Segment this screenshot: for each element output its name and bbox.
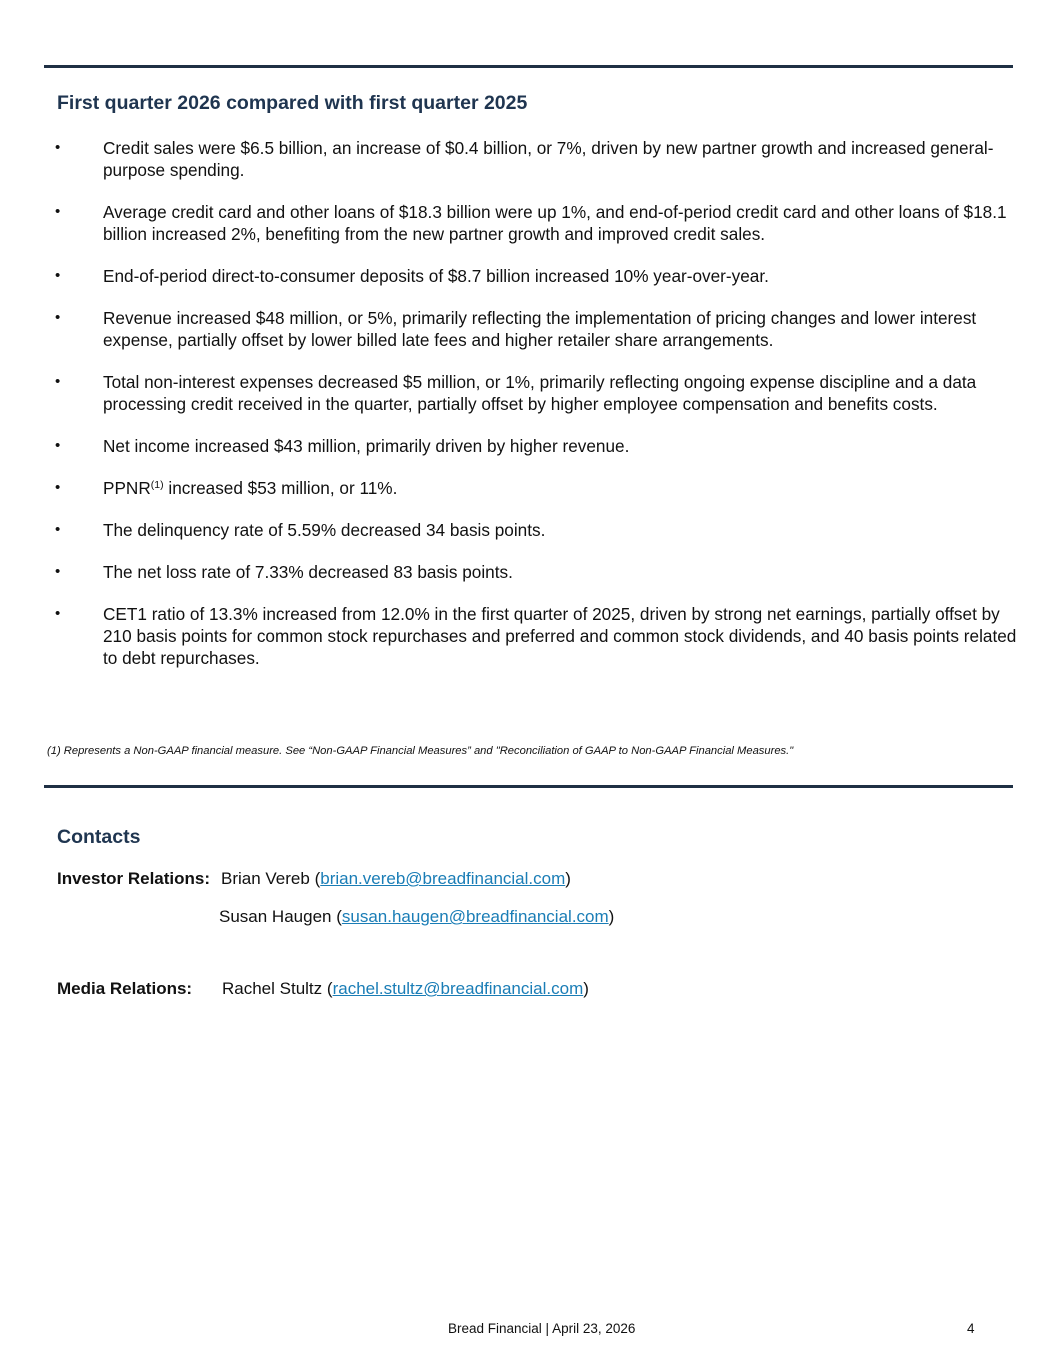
list-item: [0, 265, 1055, 287]
bullet-icon: •: [55, 479, 61, 496]
section-title-first-quarter: First quarter 2026 compared with first quarter 2025: [57, 92, 528, 114]
contact-susan-haugen: [219, 907, 614, 927]
list-item: [0, 371, 1055, 415]
page-footer: Bread Financial | April 23, 2026: [448, 1321, 636, 1336]
highlights-list: [0, 137, 1055, 689]
email-link-susan-haugen[interactable]: susan.haugen@breadfinancial.com: [341, 907, 609, 926]
bullet-text: CET1 ratio of 13.3% increased from 12.0% in the first quarter of 2025, driven by strong net earnings, partially offset by 210 basis points for common stock repurchases and preferred and common stock dividends, and 40 basis points related to debt repurchases.: [103, 604, 1017, 668]
bullet-icon: •: [55, 521, 61, 538]
close-paren: ): [583, 979, 589, 998]
bullet-text: Average credit card and other loans of $18.3 billion were up 1%, and end-of-period credit card and other loans of $18.1 billion increased 2%, benefiting from the new partner growth and improved credit sales.: [103, 202, 1007, 244]
bullet-text: Total non-interest expenses decreased $5 million, or 1%, primarily reflecting ongoing expense discipline and a data processing credit received in the quarter, partially offset by higher employee compensation and benefits costs.: [103, 372, 977, 414]
bullet-text: [103, 477, 1028, 499]
email-link-rachel-stultz[interactable]: rachel.stultz@breadfinancial.com: [332, 979, 584, 998]
contact-brian-vereb: [221, 869, 571, 889]
bullet-icon: •: [55, 203, 61, 220]
contact-name: Brian Vereb: [221, 869, 310, 888]
list-item: [0, 519, 1055, 541]
contacts-title: Contacts: [57, 826, 141, 848]
media-relations-label: Media Relations:: [57, 979, 193, 998]
list-item: [0, 307, 1055, 351]
open-paren: (: [314, 869, 321, 888]
close-paren: ): [608, 907, 615, 926]
bullet-icon: •: [55, 437, 61, 454]
list-item: [0, 201, 1055, 245]
bullet-text: Revenue increased $48 million, or 5%, primarily reflecting the implementation of pricing changes and lower interest expense, partially offset by lower billed late fees and higher retailer share arrangements.: [103, 308, 977, 350]
bullet-icon: •: [55, 139, 61, 156]
list-item: [0, 137, 1055, 181]
page-number: 4: [967, 1321, 975, 1336]
bullet-icon: •: [55, 373, 61, 390]
bullet-text: The net loss rate of 7.33% decreased 83 basis points.: [103, 562, 513, 582]
bullet-text: Net income increased $43 million, primarily driven by higher revenue.: [103, 436, 630, 456]
open-paren: (: [336, 907, 342, 926]
list-item-ppnr: [0, 477, 1055, 499]
list-item: [0, 561, 1055, 583]
list-item: [0, 603, 1055, 669]
investor-relations-label: Investor Relations:: [57, 869, 211, 888]
bullet-icon: •: [55, 605, 61, 622]
top-divider: [44, 65, 1013, 68]
contact-name: Rachel Stultz: [222, 979, 323, 998]
contact-rachel-stultz: [222, 979, 589, 999]
bullet-icon: •: [55, 563, 61, 580]
close-paren: ): [565, 869, 571, 888]
contact-name: Susan Haugen: [219, 907, 332, 926]
open-paren: (: [326, 979, 333, 998]
bullet-text: End-of-period direct-to-consumer deposits of $8.7 billion increased 10% year-over-year.: [103, 266, 769, 286]
footnote-marker: (1): [150, 479, 164, 491]
ppnr-term: PPNR: [103, 478, 151, 498]
footnote: (1) Represents a Non-GAAP financial measure. See “Non-GAAP Financial Measures” and "Reconciliation of GAAP to Non-GAAP Financial Measures.": [47, 745, 794, 757]
ppnr-rest: increased $53 million, or 11%.: [163, 478, 398, 498]
bullet-icon: •: [55, 267, 61, 284]
contacts-divider: [44, 785, 1013, 788]
bullet-text: Credit sales were $6.5 billion, an increase of $0.4 billion, or 7%, driven by new partner growth and increased general-purpose spending.: [103, 138, 994, 180]
bullet-icon: •: [55, 309, 61, 326]
email-link-brian-vereb[interactable]: brian.vereb@breadfinancial.com: [320, 869, 566, 888]
bullet-text: The delinquency rate of 5.59% decreased 34 basis points.: [103, 520, 546, 540]
list-item: [0, 435, 1055, 457]
